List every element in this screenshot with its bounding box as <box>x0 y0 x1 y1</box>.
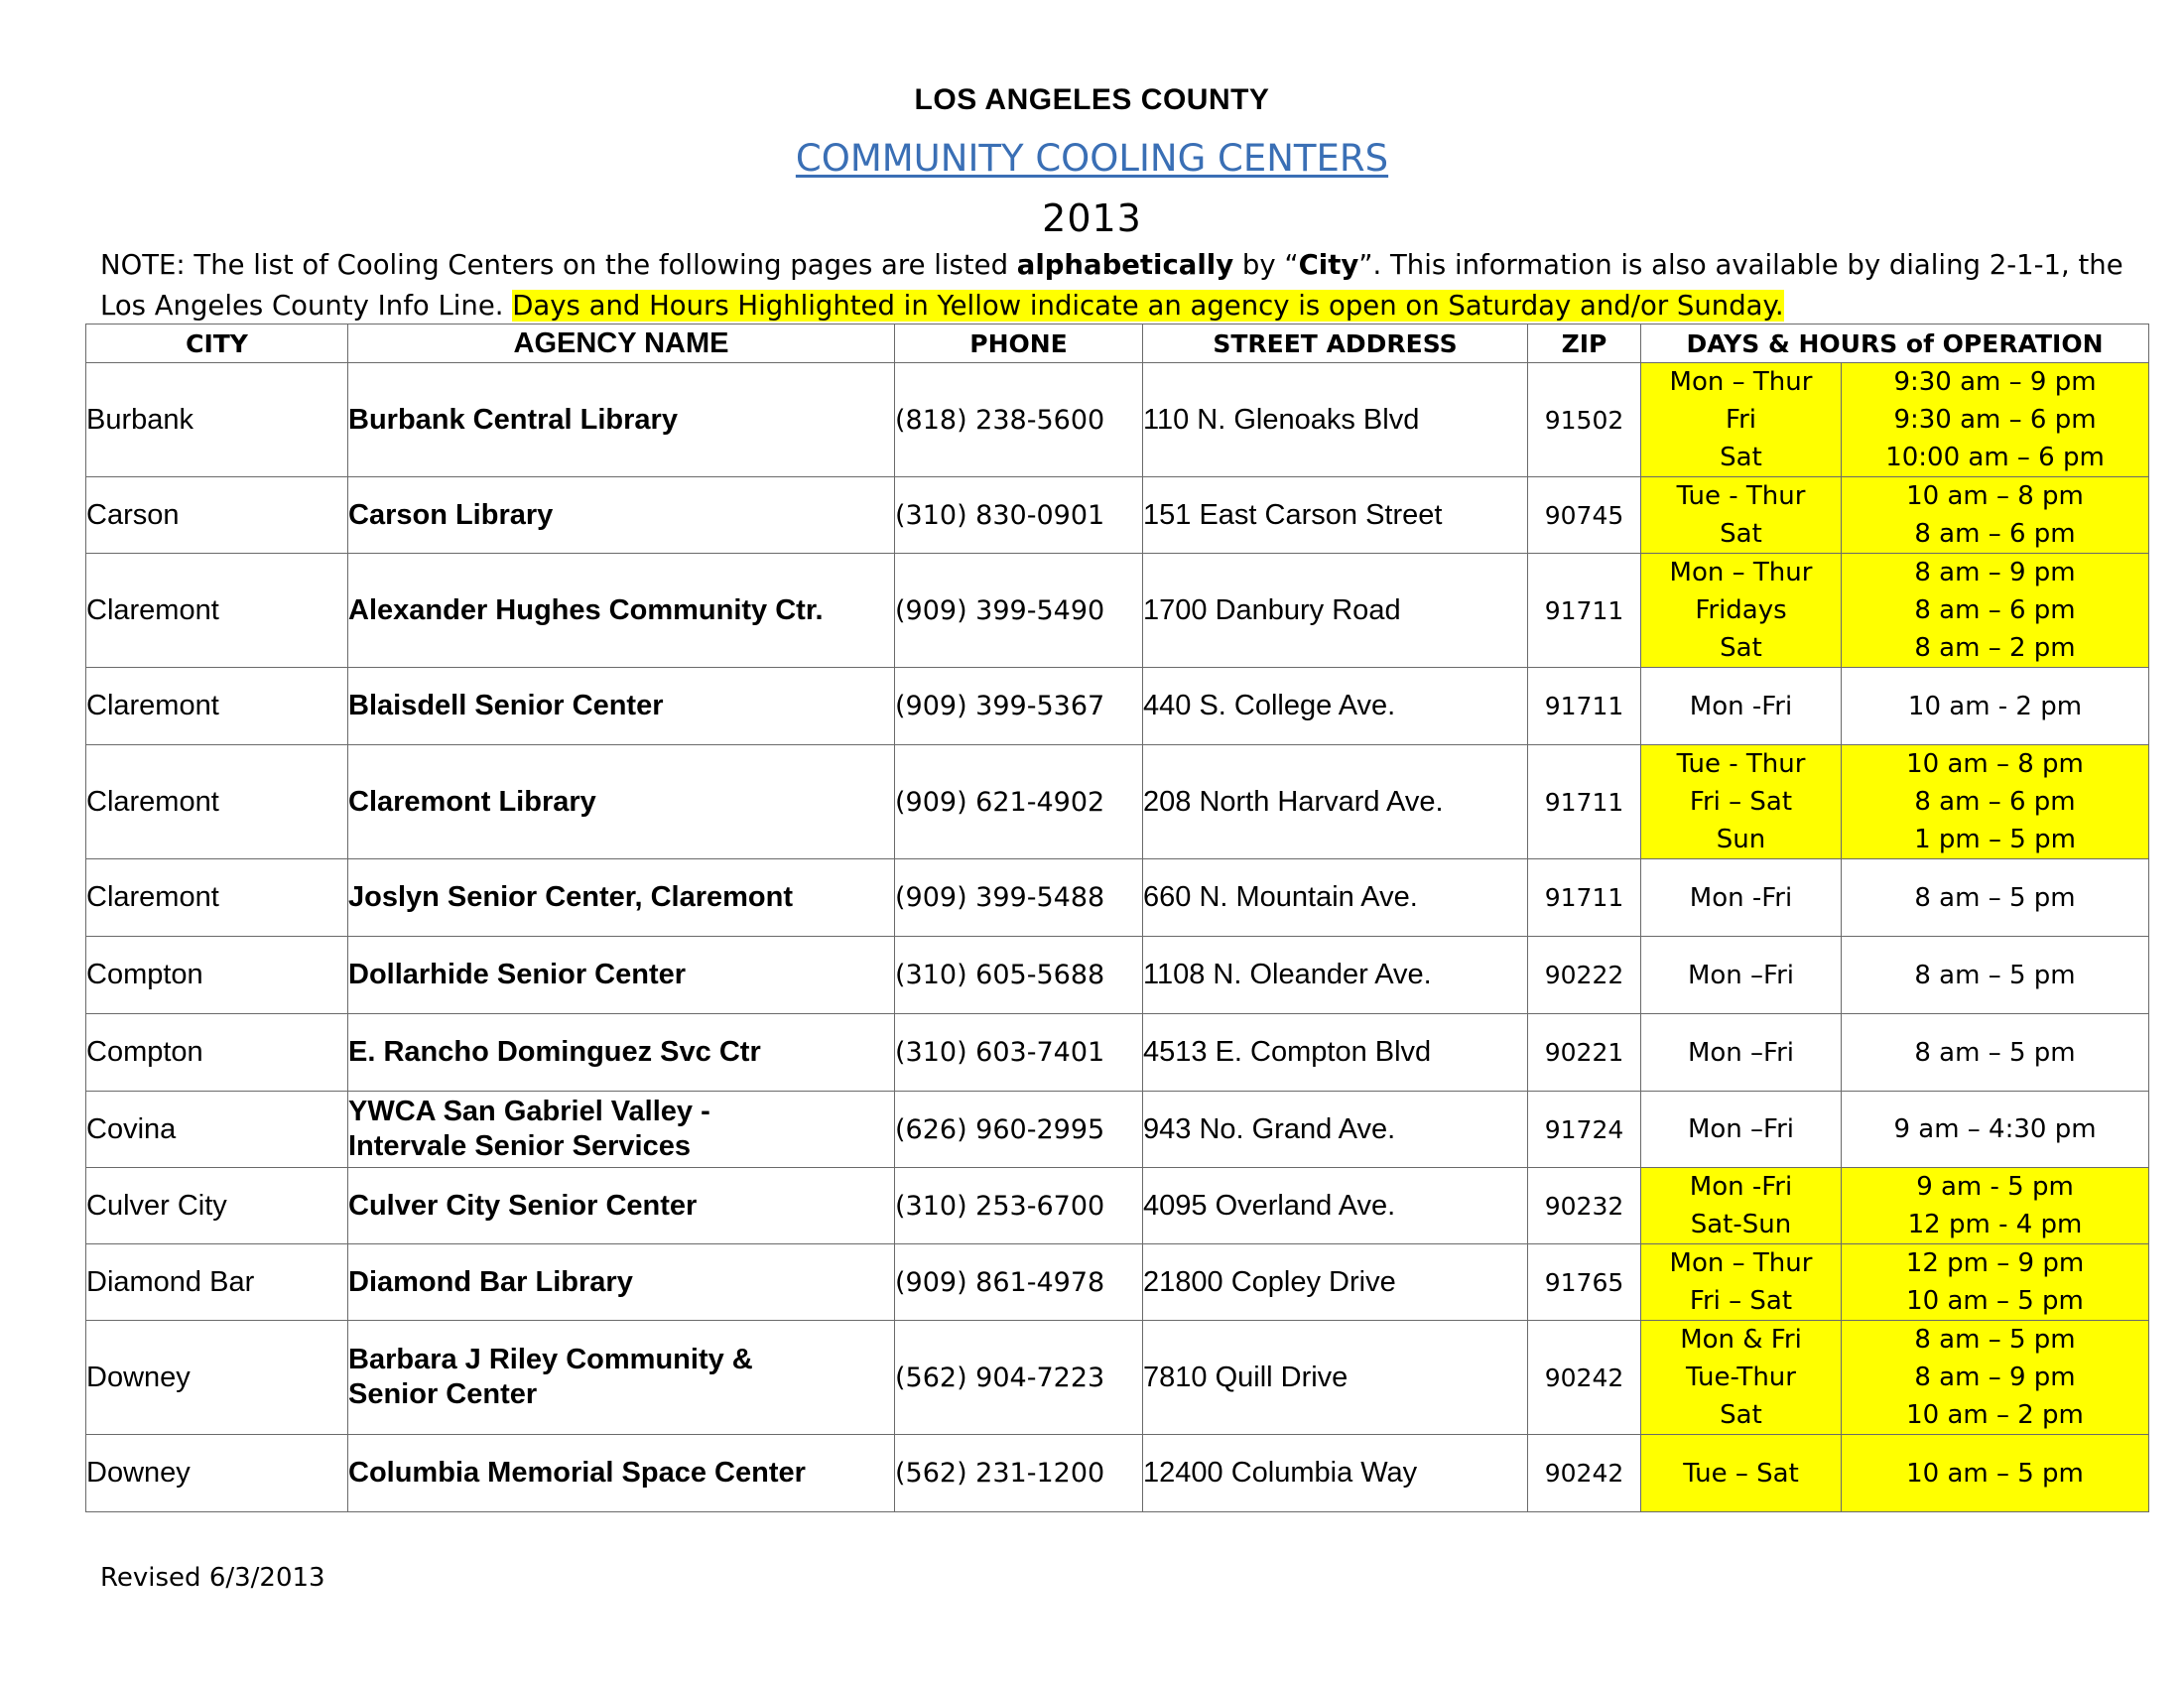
zip-cell: 91711 <box>1528 745 1641 859</box>
city-cell: Covina <box>86 1092 348 1168</box>
agency-name-cell <box>348 1244 895 1321</box>
days-line: Mon -Fri <box>1689 1172 1793 1202</box>
hours-line: 10 am – 2 pm <box>1906 1400 2084 1430</box>
zip-cell: 90745 <box>1528 477 1641 554</box>
days-line: Sat <box>1720 1400 1762 1430</box>
zip-cell: 91724 <box>1528 1092 1641 1168</box>
days-line: Fri – Sat <box>1689 1286 1793 1316</box>
phone-cell: (909) 399-5488 <box>895 859 1143 937</box>
street-address-cell: 12400 Columbia Way <box>1143 1435 1528 1512</box>
days-line: Mon & Fri <box>1680 1325 1802 1355</box>
days-cell <box>1641 554 1842 668</box>
city-cell: Claremont <box>86 668 348 745</box>
agency-name-cell <box>348 745 895 859</box>
hours-cell <box>1842 1168 2149 1244</box>
agency-name-line: Claremont Library <box>348 785 596 818</box>
zip-cell: 91711 <box>1528 859 1641 937</box>
city-cell: Claremont <box>86 745 348 859</box>
agency-name-cell <box>348 554 895 668</box>
table-row <box>86 1244 2149 1321</box>
table-row <box>86 668 2149 745</box>
days-line: Mon – Thur <box>1669 1248 1813 1278</box>
hours-line: 8 am – 6 pm <box>1914 519 2076 549</box>
street-address-cell: 208 North Harvard Ave. <box>1143 745 1528 859</box>
days-line: Fri – Sat <box>1689 787 1793 817</box>
street-address-cell: 7810 Quill Drive <box>1143 1321 1528 1435</box>
agency-name-cell <box>348 937 895 1014</box>
hours-line: 9 am - 5 pm <box>1916 1172 2074 1202</box>
page-title: COMMUNITY COOLING CENTERS <box>795 137 1389 180</box>
hours-line: 12 pm – 9 pm <box>1905 1248 2085 1278</box>
note-bold-alphabetically: alphabetically <box>1016 249 1234 281</box>
header-zip: ZIP <box>1528 325 1641 363</box>
days-cell <box>1641 1244 1842 1321</box>
agency-name-cell <box>348 859 895 937</box>
hours-cell <box>1842 1092 2149 1168</box>
agency-name-line: Diamond Bar Library <box>348 1265 633 1298</box>
days-line: Sat-Sun <box>1690 1210 1792 1239</box>
phone-cell: (909) 621-4902 <box>895 745 1143 859</box>
hours-cell <box>1842 1435 2149 1512</box>
days-cell <box>1641 1435 1842 1512</box>
zip-cell: 91711 <box>1528 668 1641 745</box>
agency-name-line: Alexander Hughes Community Ctr. <box>348 593 824 626</box>
zip-cell: 91711 <box>1528 554 1641 668</box>
table-row <box>86 745 2149 859</box>
street-address-cell: 1700 Danbury Road <box>1143 554 1528 668</box>
days-cell <box>1641 363 1842 477</box>
zip-cell: 90242 <box>1528 1435 1641 1512</box>
agency-name-line: YWCA San Gabriel Valley - <box>348 1096 710 1127</box>
city-cell: Compton <box>86 1014 348 1092</box>
agency-name-line: Joslyn Senior Center, Claremont <box>348 881 794 913</box>
agency-name-line: Senior Center <box>348 1378 538 1410</box>
agency-name-cell <box>348 668 895 745</box>
note-mid-2: ”. This information is also available by dialing 2-1-1, the Los Angeles County Info Line. <box>100 249 2123 322</box>
agency-name-cell <box>348 1092 895 1168</box>
days-cell <box>1641 937 1842 1014</box>
street-address-cell: 21800 Copley Drive <box>1143 1244 1528 1321</box>
hours-line: 8 am – 6 pm <box>1914 595 2076 625</box>
agency-name-line: Burbank Central Library <box>348 403 678 436</box>
revised-date: Revised 6/3/2013 <box>100 1563 325 1593</box>
hours-line: 9:30 am – 9 pm <box>1893 367 2097 397</box>
days-line: Tue - Thur <box>1676 749 1806 779</box>
hours-line: 9:30 am – 6 pm <box>1893 405 2097 435</box>
hours-cell <box>1842 477 2149 554</box>
street-address-cell: 4513 E. Compton Blvd <box>1143 1014 1528 1092</box>
hours-line: 8 am – 5 pm <box>1914 1325 2076 1355</box>
table-row <box>86 1014 2149 1092</box>
days-line: Mon – Thur <box>1669 558 1813 587</box>
days-line: Fri <box>1726 405 1756 435</box>
hours-line: 8 am – 6 pm <box>1914 787 2076 817</box>
note-paragraph <box>100 245 2164 326</box>
street-address-cell: 110 N. Glenoaks Blvd <box>1143 363 1528 477</box>
days-cell <box>1641 1168 1842 1244</box>
hours-line: 10 am – 8 pm <box>1906 749 2084 779</box>
phone-cell: (909) 399-5367 <box>895 668 1143 745</box>
hours-line: 10:00 am – 6 pm <box>1885 443 2105 472</box>
cooling-centers-table <box>85 324 2149 1512</box>
note-prefix: NOTE: The list of Cooling Centers on the following pages are listed <box>100 249 1017 281</box>
table-row <box>86 1168 2149 1244</box>
days-cell <box>1641 668 1842 745</box>
days-line: Sat <box>1720 519 1762 549</box>
table-row <box>86 1321 2149 1435</box>
street-address-cell: 4095 Overland Ave. <box>1143 1168 1528 1244</box>
header-agency-name: AGENCY NAME <box>348 325 895 363</box>
zip-cell: 90242 <box>1528 1321 1641 1435</box>
phone-cell: (310) 830-0901 <box>895 477 1143 554</box>
agency-name-cell <box>348 1168 895 1244</box>
days-cell <box>1641 745 1842 859</box>
agency-name-cell <box>348 1321 895 1435</box>
hours-cell <box>1842 937 2149 1014</box>
days-line: Sat <box>1720 443 1762 472</box>
table-row <box>86 477 2149 554</box>
hours-cell <box>1842 1321 2149 1435</box>
days-line: Tue - Thur <box>1676 481 1806 511</box>
county-title: LOS ANGELES COUNTY <box>914 83 1270 116</box>
street-address-cell: 151 East Carson Street <box>1143 477 1528 554</box>
table-row <box>86 1092 2149 1168</box>
days-line: Mon -Fri <box>1689 691 1793 721</box>
agency-name-line: Columbia Memorial Space Center <box>348 1457 806 1489</box>
zip-cell: 90222 <box>1528 937 1641 1014</box>
phone-cell: (310) 603-7401 <box>895 1014 1143 1092</box>
hours-cell <box>1842 1244 2149 1321</box>
table-row <box>86 937 2149 1014</box>
zip-cell: 90221 <box>1528 1014 1641 1092</box>
agency-name-line: Culver City Senior Center <box>348 1189 698 1222</box>
days-line: Sun <box>1716 825 1766 854</box>
zip-cell: 90232 <box>1528 1168 1641 1244</box>
days-line: Mon –Fri <box>1687 1114 1795 1144</box>
hours-line: 12 pm - 4 pm <box>1907 1210 2083 1239</box>
agency-name-line: Blaisdell Senior Center <box>348 690 664 721</box>
days-line: Mon -Fri <box>1689 882 1793 913</box>
phone-cell: (310) 605-5688 <box>895 937 1143 1014</box>
city-cell: Burbank <box>86 363 348 477</box>
agency-name-line: E. Rancho Dominguez Svc Ctr <box>348 1036 761 1068</box>
city-cell: Claremont <box>86 554 348 668</box>
table-header-row <box>86 325 2149 363</box>
city-cell: Claremont <box>86 859 348 937</box>
header-city: CITY <box>86 325 348 363</box>
days-line: Sat <box>1720 633 1762 663</box>
street-address-cell: 1108 N. Oleander Ave. <box>1143 937 1528 1014</box>
phone-cell: (909) 861-4978 <box>895 1244 1143 1321</box>
street-address-cell: 440 S. College Ave. <box>1143 668 1528 745</box>
hours-line: 10 am – 5 pm <box>1906 1458 2084 1489</box>
street-address-cell: 660 N. Mountain Ave. <box>1143 859 1528 937</box>
note-highlight: Days and Hours Highlighted in Yellow indicate an agency is open on Saturday and/or Sunday. <box>512 290 1784 322</box>
hours-line: 8 am – 9 pm <box>1914 558 2076 587</box>
days-line: Mon – Thur <box>1669 367 1813 397</box>
table-row <box>86 363 2149 477</box>
days-cell <box>1641 859 1842 937</box>
agency-name-cell <box>348 477 895 554</box>
phone-cell: (818) 238-5600 <box>895 363 1143 477</box>
agency-name-cell <box>348 363 895 477</box>
header-street-address: STREET ADDRESS <box>1143 325 1528 363</box>
year-heading: 2013 <box>1042 196 1142 240</box>
hours-line: 10 am - 2 pm <box>1907 691 2083 721</box>
days-line: Mon –Fri <box>1687 960 1795 990</box>
hours-cell <box>1842 554 2149 668</box>
hours-cell <box>1842 745 2149 859</box>
street-address-cell: 943 No. Grand Ave. <box>1143 1092 1528 1168</box>
note-mid-1: by “ <box>1233 249 1299 281</box>
agency-name-line: Carson Library <box>348 498 554 531</box>
zip-cell: 91502 <box>1528 363 1641 477</box>
city-cell: Diamond Bar <box>86 1244 348 1321</box>
zip-cell: 91765 <box>1528 1244 1641 1321</box>
hours-cell <box>1842 1014 2149 1092</box>
agency-name-line: Barbara J Riley Community & <box>348 1344 753 1375</box>
agency-name-cell <box>348 1014 895 1092</box>
city-cell: Downey <box>86 1435 348 1512</box>
phone-cell: (909) 399-5490 <box>895 554 1143 668</box>
phone-cell: (626) 960-2995 <box>895 1092 1143 1168</box>
days-line: Tue – Sat <box>1683 1458 1799 1489</box>
city-cell: Culver City <box>86 1168 348 1244</box>
hours-line: 10 am – 8 pm <box>1906 481 2084 511</box>
days-cell <box>1641 1014 1842 1092</box>
city-cell: Downey <box>86 1321 348 1435</box>
agency-name-line: Dollarhide Senior Center <box>348 959 687 990</box>
phone-cell: (562) 231-1200 <box>895 1435 1143 1512</box>
agency-name-cell <box>348 1435 895 1512</box>
hours-line: 1 pm – 5 pm <box>1914 825 2076 854</box>
table-row <box>86 554 2149 668</box>
days-line: Mon –Fri <box>1687 1037 1795 1068</box>
table-row <box>86 859 2149 937</box>
table-body <box>86 363 2149 1512</box>
city-cell: Compton <box>86 937 348 1014</box>
city-cell: Carson <box>86 477 348 554</box>
days-cell <box>1641 477 1842 554</box>
hours-line: 8 am – 2 pm <box>1914 633 2076 663</box>
hours-line: 9 am – 4:30 pm <box>1893 1114 2097 1144</box>
days-line: Tue-Thur <box>1686 1363 1796 1392</box>
hours-line: 8 am – 5 pm <box>1914 882 2076 913</box>
days-cell <box>1641 1321 1842 1435</box>
header-days-hours: DAYS & HOURS of OPERATION <box>1641 325 2149 363</box>
hours-line: 8 am – 5 pm <box>1914 960 2076 990</box>
phone-cell: (562) 904-7223 <box>895 1321 1143 1435</box>
hours-cell <box>1842 668 2149 745</box>
hours-line: 10 am – 5 pm <box>1906 1286 2084 1316</box>
days-cell <box>1641 1092 1842 1168</box>
agency-name-line: Intervale Senior Services <box>348 1130 691 1162</box>
table-row <box>86 1435 2149 1512</box>
header-phone: PHONE <box>895 325 1143 363</box>
note-bold-city: City <box>1298 249 1359 281</box>
phone-cell: (310) 253-6700 <box>895 1168 1143 1244</box>
hours-line: 8 am – 5 pm <box>1914 1037 2076 1068</box>
hours-line: 8 am – 9 pm <box>1914 1363 2076 1392</box>
hours-cell <box>1842 859 2149 937</box>
hours-cell <box>1842 363 2149 477</box>
days-line: Fridays <box>1695 595 1787 625</box>
